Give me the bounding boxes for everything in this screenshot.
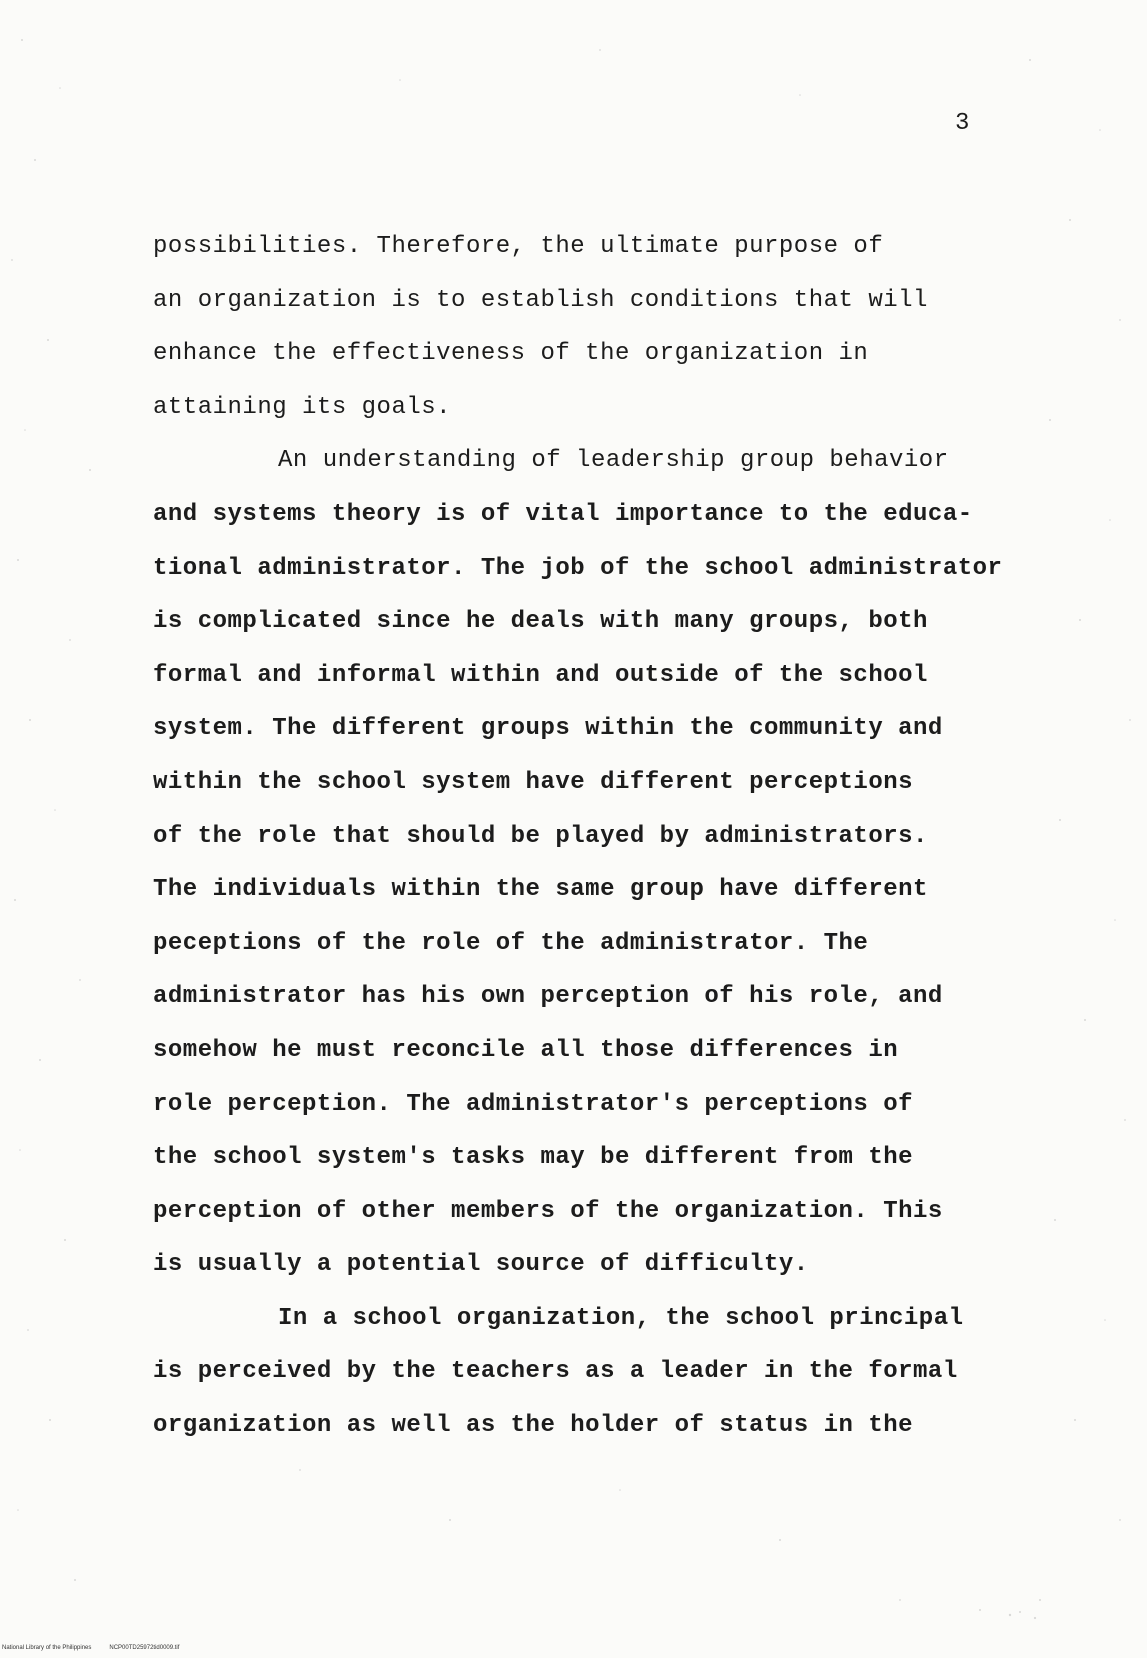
text-line: possibilities. Therefore, the ultimate purpose of xyxy=(153,233,884,260)
text-line: tional administrator. The job of the school administrator xyxy=(153,554,1003,582)
text-line: an organization is to establish conditions that will xyxy=(153,286,928,314)
text-line: administrator has his own perception of his role, and xyxy=(153,983,943,1011)
text-line: attaining its goals. xyxy=(153,393,452,421)
text-line: of the role that should be played by administrators. xyxy=(153,822,928,850)
paragraph-start-line: In a school organization, the school principal xyxy=(278,1304,964,1332)
scan-file-code: NCP00TD25972tid0009.tif xyxy=(109,1645,180,1651)
text-line: is usually a potential source of difficulty. xyxy=(153,1251,809,1279)
text-line: The individuals within the same group have different xyxy=(153,876,928,904)
text-line: somehow he must reconcile all those differences in xyxy=(153,1036,899,1064)
paragraph-start-line: An understanding of leadership group behavior xyxy=(278,447,949,475)
text-line: enhance the effectiveness of the organization in xyxy=(153,340,869,368)
text-line: system. The different groups within the community and xyxy=(153,715,943,743)
text-line: is perceived by the teachers as a leader in the formal xyxy=(153,1358,958,1386)
text-line: is complicated since he deals with many groups, both xyxy=(153,608,928,636)
text-line: and systems theory is of vital importance to the educa- xyxy=(153,500,973,528)
text-line: formal and informal within and outside of the school xyxy=(153,661,928,689)
body-text xyxy=(153,232,1093,1465)
text-line: organization as well as the holder of status in the xyxy=(153,1412,914,1440)
text-line: peceptions of the role of the administrator. The xyxy=(153,929,869,957)
text-line: within the school system have different perceptions xyxy=(153,768,914,796)
library-credit: National Library of the Philippines xyxy=(2,1645,92,1651)
text-line: role perception. The administrator's perceptions of xyxy=(153,1090,914,1118)
text-line: perception of other members of the organization. This xyxy=(153,1197,943,1225)
page-number: 3 xyxy=(955,110,970,137)
scan-footer xyxy=(2,1645,179,1651)
text-line: the school system's tasks may be different from the xyxy=(153,1144,914,1172)
